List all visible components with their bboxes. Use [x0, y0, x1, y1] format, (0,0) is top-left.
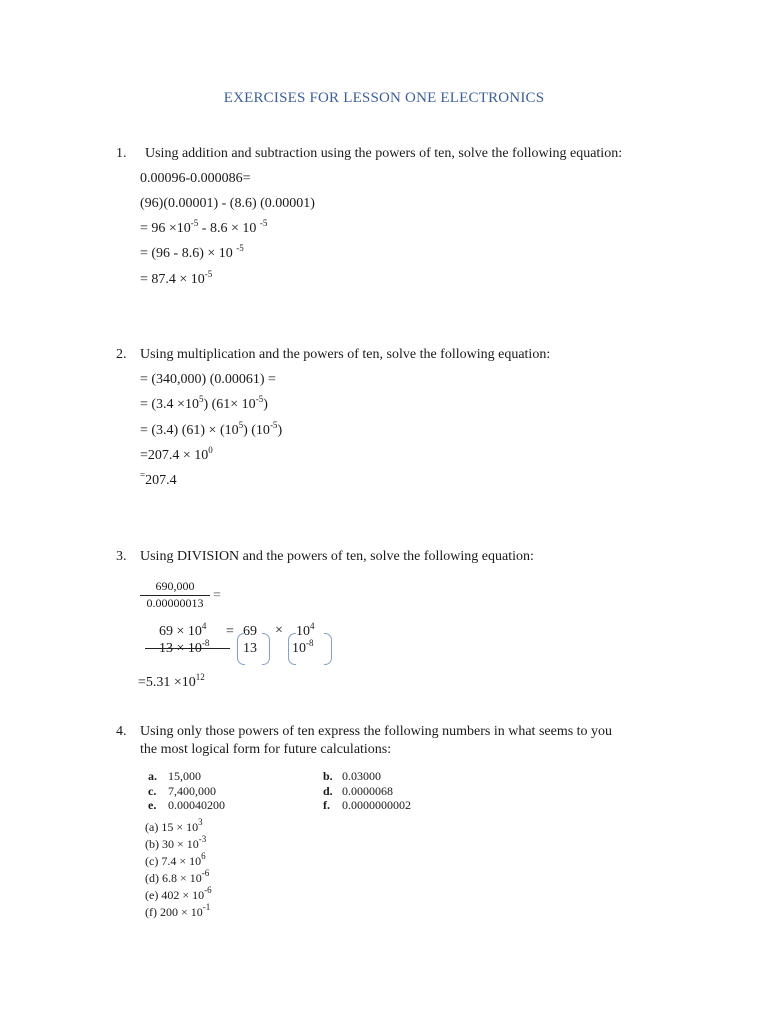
left-parenthesis	[288, 633, 296, 665]
question-prompt: Using DIVISION and the powers of ten, solve the following equation:	[140, 549, 534, 564]
question-prompt: the most logical form for future calculations:	[140, 742, 392, 757]
division-fraction	[140, 579, 210, 611]
equals-sign: =	[213, 588, 221, 603]
question-number: 2.	[116, 347, 127, 362]
strike-line	[145, 648, 230, 649]
solution-line: = (3.4) $(61) \times (10^5)$ $(10^{-5})$	[140, 420, 283, 438]
solution-term: $10^4$	[296, 621, 315, 639]
solution-line: = $(3.4 \times 10^5)$ $(61\times 10^{-5})$	[140, 394, 268, 412]
right-parenthesis	[324, 633, 332, 665]
fraction-numerator: 690,000	[155, 579, 195, 593]
solution-line: =207.4	[140, 470, 177, 488]
answer-line: (f) $200 \times 10^{-1}$	[145, 902, 211, 919]
question-prompt: Using only those powers of ten express the following numbers in what seems to you	[140, 724, 613, 739]
solution-line: 0.00096-0.000086=	[140, 171, 251, 186]
answer-line: (b) $30 \times 10^{-3}$	[145, 834, 207, 851]
right-parenthesis	[262, 633, 270, 665]
question-prompt: Using multiplication and the powers of ten, solve the following equation:	[140, 347, 551, 362]
solution-term: $69 \times 10^4$	[159, 621, 207, 639]
answer-line: (e) $402 \times 10^{-6}$	[145, 885, 212, 902]
solution-term: 69	[243, 624, 257, 639]
solution-term: $10^{-8}$	[292, 638, 314, 656]
answer-line: (d) $6.8 \times 10^{-6}$	[145, 868, 210, 885]
left-parenthesis	[237, 633, 245, 665]
question-number: 1.	[116, 146, 127, 161]
answer-line: (a) $15 \times 10^3$	[145, 817, 203, 834]
answer-line: (c) $7.4 \times 10^6$	[145, 851, 206, 868]
solution-line: = (96 - 8.6) × 10 $^{-5}$	[140, 243, 244, 261]
solution-result: $=5.31 \times 10^{12}$	[138, 672, 205, 690]
solution-term: 13	[243, 641, 257, 656]
solution-line: = $96 \times 10^{-5} - 8.6 \times 10$ $^{-5}$	[140, 218, 268, 236]
fraction-denominator: 0.00000013	[146, 596, 204, 610]
equals-sign: =	[226, 624, 234, 639]
solution-term: $13 \times 10^{-8}$	[159, 638, 210, 656]
page-title: EXERCISES FOR LESSON ONE ELECTRONICS	[223, 90, 545, 106]
solution-line: $=207.4 \times 10^0$	[140, 445, 213, 463]
question-prompt: Using addition and subtraction using the powers of ten, solve the following equation:	[145, 146, 623, 161]
question-number: 3.	[116, 549, 127, 564]
multiply-sign: ×	[275, 623, 283, 638]
solution-line: = $87.4 \times 10^{-5}$	[140, 269, 213, 287]
solution-line: = (340,000) (0.00061) =	[140, 372, 276, 387]
question-number: 4.	[116, 724, 127, 739]
solution-line: (96)(0.00001) - (8.6) (0.00001)	[140, 196, 315, 211]
